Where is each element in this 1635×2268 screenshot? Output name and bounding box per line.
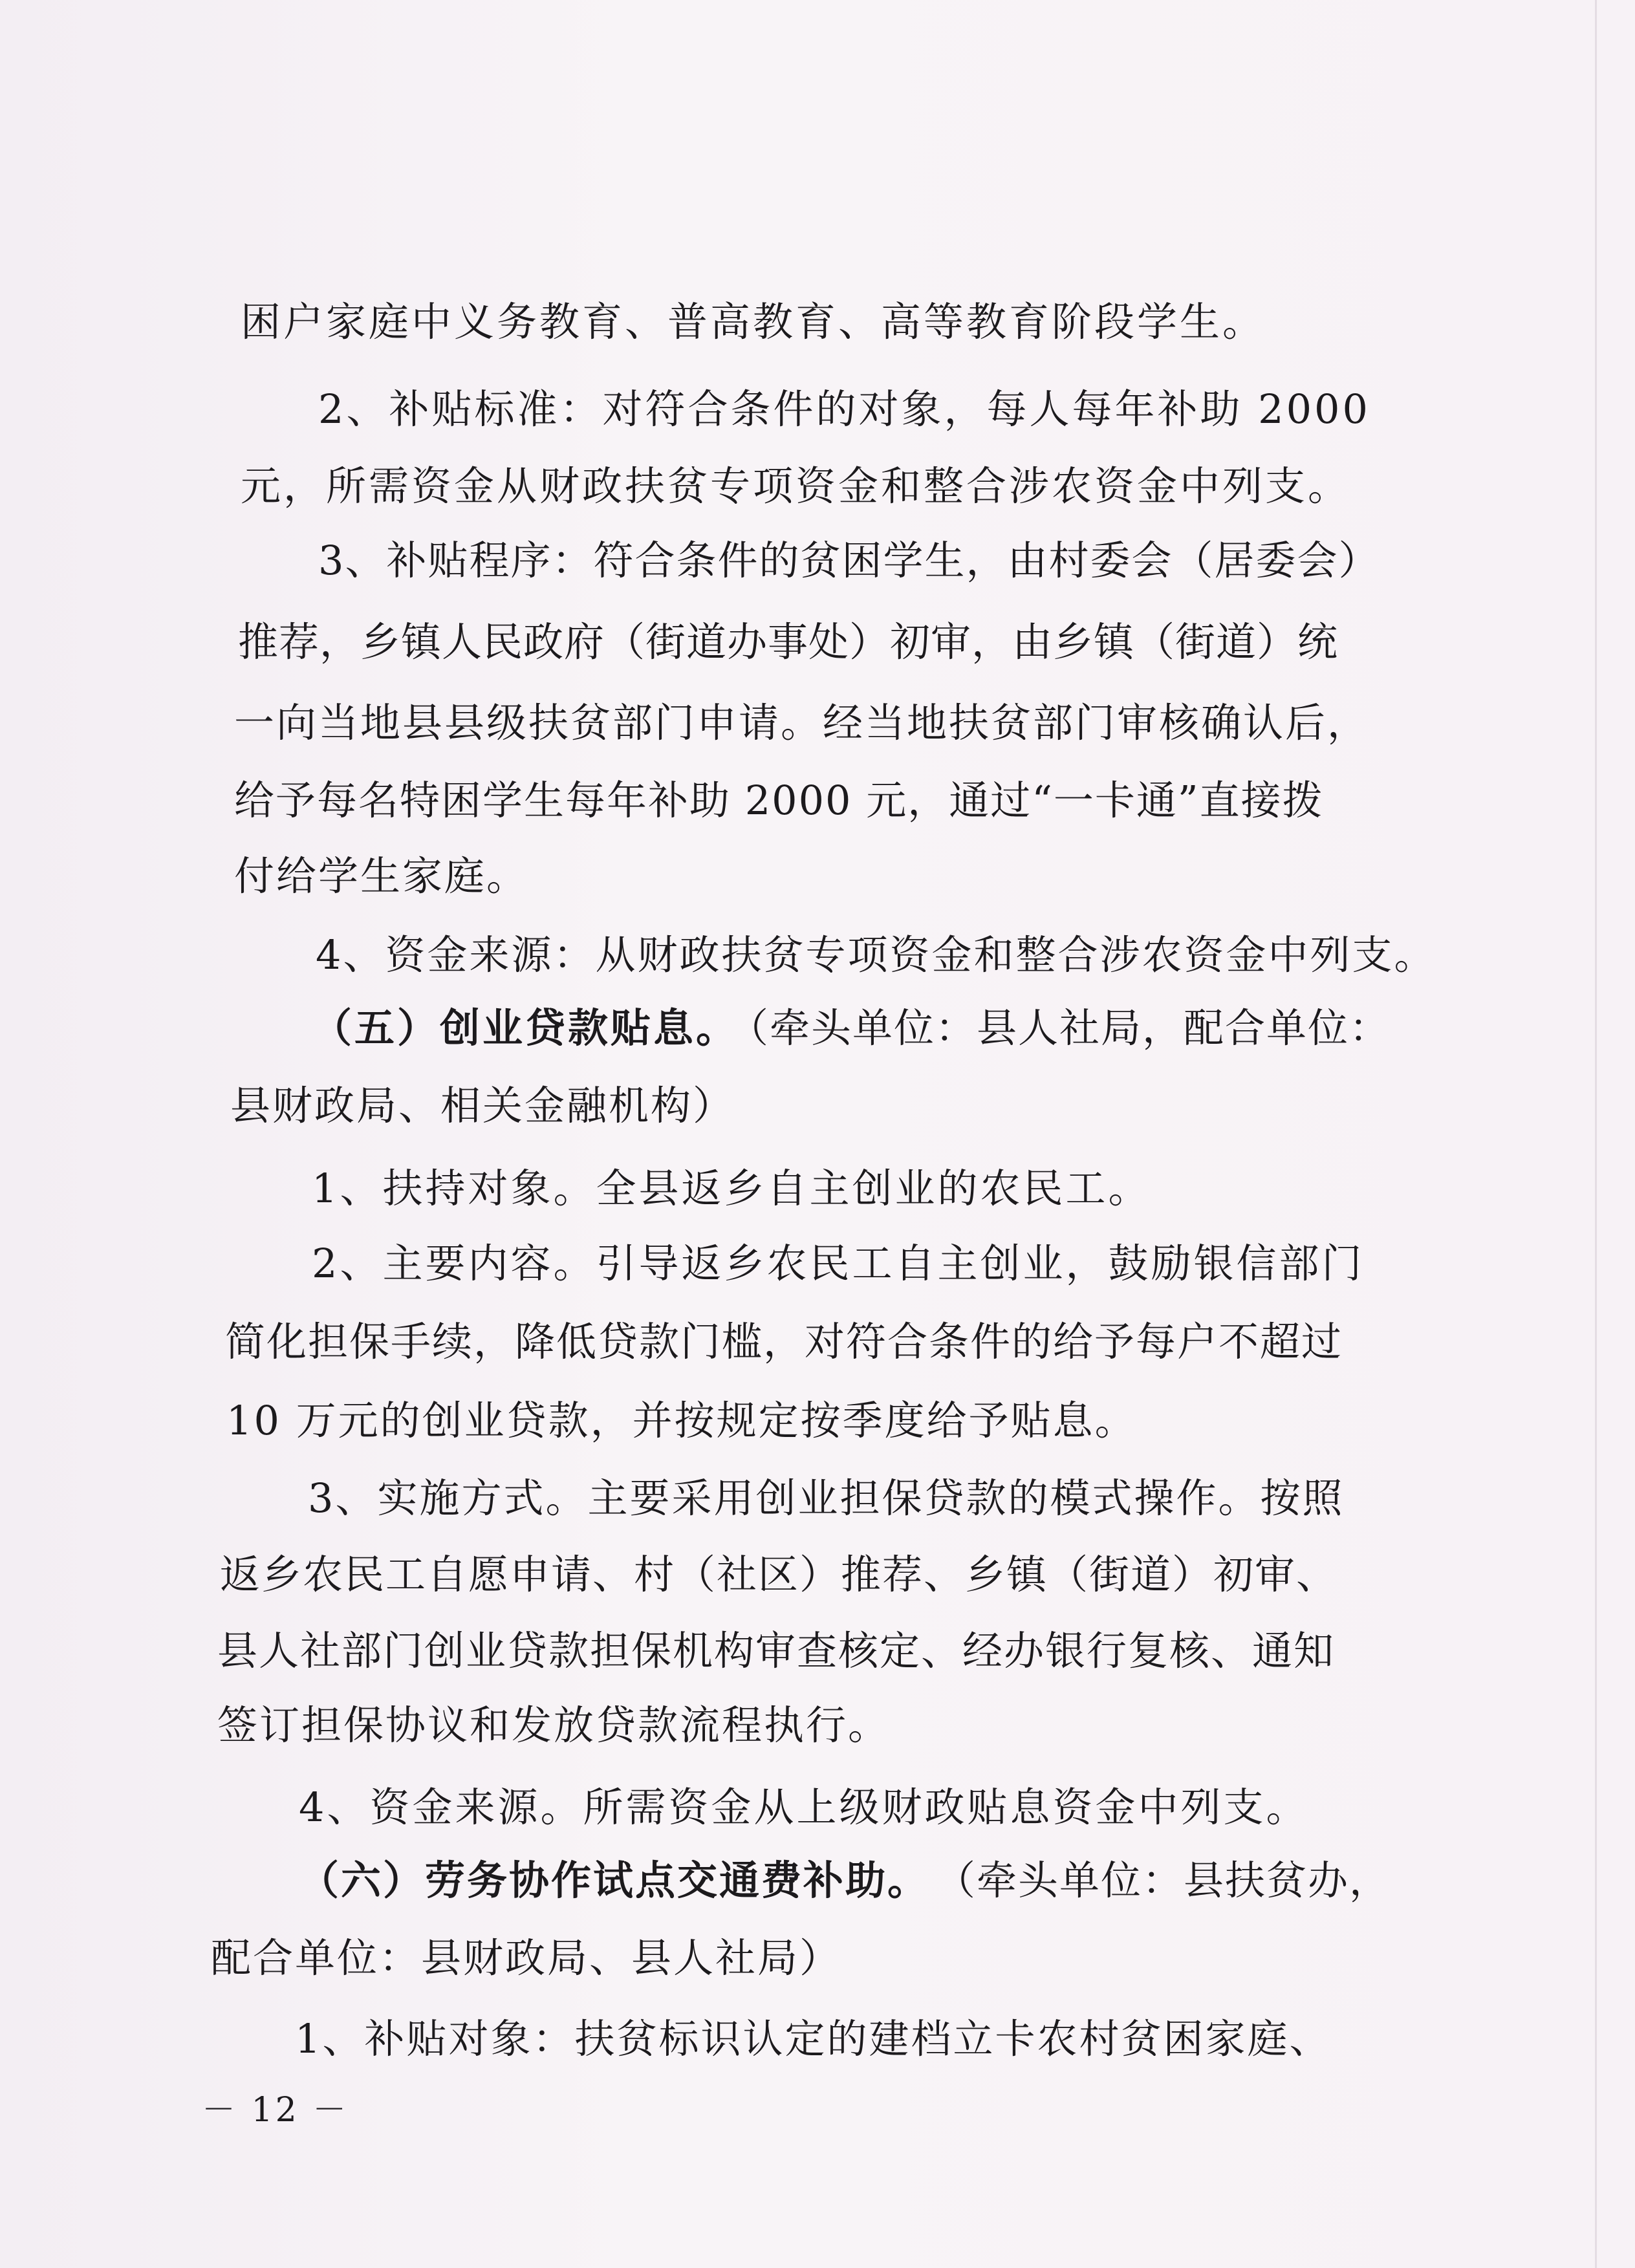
text-line: 1、扶持对象。全县返乡自主创业的农民工。 [312,1165,1151,1212]
text-line: 3、补贴程序：符合条件的贫困学生，由村委会（居委会） [318,537,1380,584]
text-line: 4、资金来源：从财政扶贫专项资金和整合涉农资金中列支。 [316,931,1436,978]
text-line: （牵头单位：县人社局，配合单位： [728,1004,1391,1052]
text-line: 1、补贴对象：扶贫标识认定的建档立卡农村贫困家庭、 [295,2015,1332,2062]
text-line: 2、补贴标准：对符合条件的对象，每人每年补助 2000 [318,385,1370,433]
text-line: 4、资金来源。所需资金从上级财政贴息资金中列支。 [299,1784,1309,1831]
text-line: 付给学生家庭。 [234,852,529,900]
text-line: 给予每名特困学生每年补助 2000 元，通过“一卡通”直接拨 [234,777,1324,824]
text-line: 一向当地县县级扶贫部门申请。经当地扶贫部门审核确认后， [234,699,1370,746]
text-line: 3、实施方式。主要采用创业担保贷款的模式操作。按照 [308,1474,1345,1522]
text-line: 签订担保协议和发放贷款流程执行。 [217,1701,891,1749]
text-line: 推荐，乡镇人民政府（街道办事处）初审，由乡镇（街道）统 [238,618,1339,665]
text-line: 元，所需资金从财政扶贫专项资金和整合涉农资金中列支。 [241,462,1351,510]
section-heading: （五）创业贷款贴息。 [312,1004,739,1052]
text-line: 简化担保手续，降低贷款门槛，对符合条件的给予每户不超过 [225,1318,1343,1365]
text-line: 县人社部门创业贷款担保机构审查核定、经办银行复核、通知 [217,1627,1336,1674]
text-line: 县财政局、相关金融机构） [230,1082,735,1129]
section-heading: （六）劳务协作试点交通费补助。 [299,1857,930,1904]
text-line: （牵头单位：县扶贫办， [935,1857,1391,1904]
text-line: 配合单位：县财政局、县人社局） [211,1934,842,1982]
text-line: 困户家庭中义务教育、普高教育、高等教育阶段学生。 [241,298,1266,345]
text-line: 10 万元的创业贷款，并按规定按季度给予贴息。 [226,1397,1137,1444]
text-line: 返乡农民工自愿申请、村（社区）推荐、乡镇（街道）初审、 [220,1551,1338,1598]
page-number: － 12 － [202,2091,349,2130]
text-line: 2、主要内容。引导返乡农民工自主创业，鼓励银信部门 [312,1240,1365,1287]
